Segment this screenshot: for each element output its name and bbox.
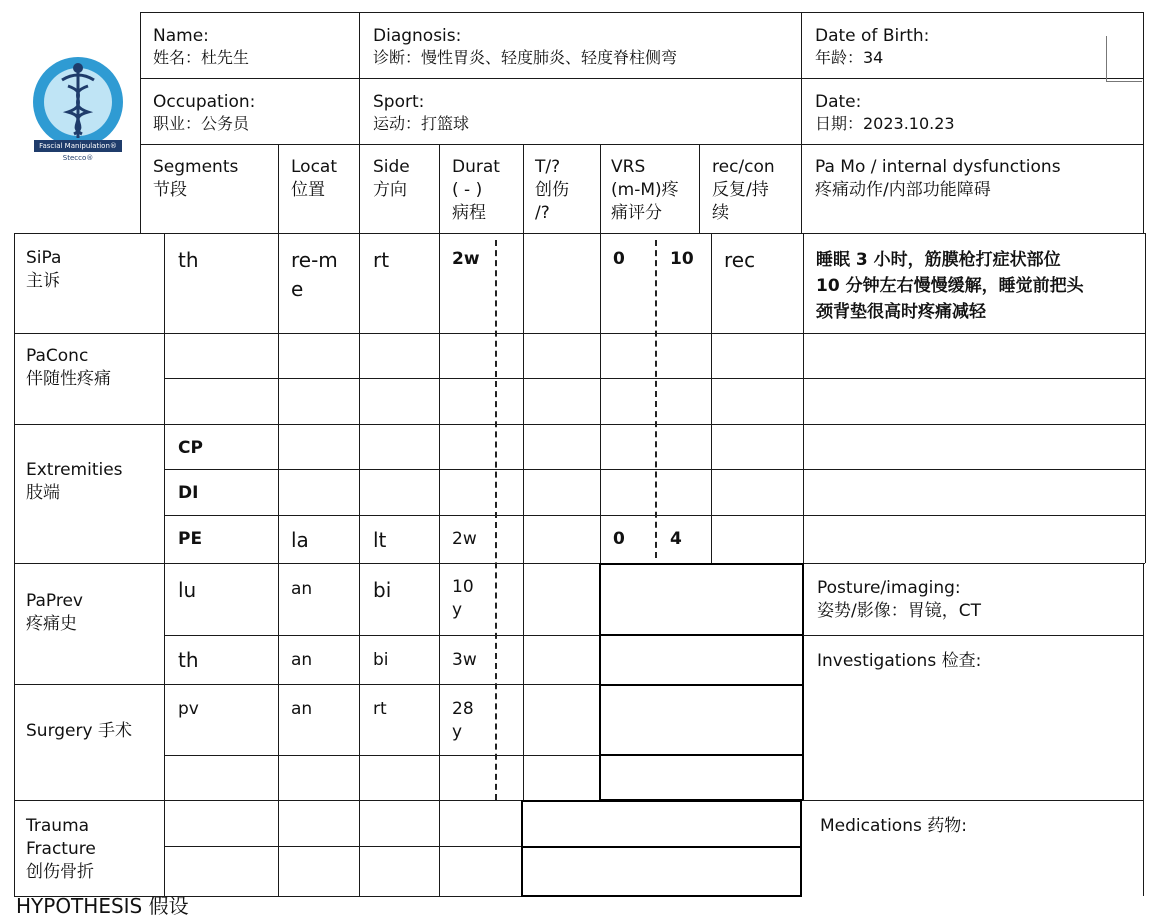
column-header-duration: Durat ( - ) 病程 [452, 157, 500, 223]
paprev2-duration: 3w [452, 650, 477, 670]
sipa-note: 睡眠 3 小时，筋膜枪打症状部位 10 分钟左右慢慢缓解，睡觉前把头 颈背垫很高时疼痛减轻 [816, 250, 1084, 322]
sipa-vrs-max: 10 [670, 249, 694, 269]
pe-duration: 2w [452, 529, 477, 549]
row-label-paconc: PaConc 伴随性疼痛 [26, 346, 111, 389]
column-header-location: Locat 位置 [291, 157, 338, 200]
surgery1-location: an [291, 699, 313, 719]
paprev1-segment: lu [178, 578, 197, 602]
sport-label: Sport: [373, 92, 425, 112]
name-label: Name: [153, 26, 209, 46]
row-label-pe: PE [178, 529, 203, 549]
pe-location: la [291, 528, 309, 552]
dob-label: Date of Birth: [815, 26, 930, 46]
row-label-sipa: SiPa 主诉 [26, 248, 62, 291]
surgery1-side: rt [373, 699, 387, 719]
sipa-segment: th [178, 248, 199, 272]
sipa-location: re-m e [291, 248, 338, 301]
investigations-label: Investigations 检查: [817, 651, 982, 671]
row-label-trauma-fracture: Trauma Fracture 创伤骨折 [26, 816, 96, 882]
row-label-surgery: Surgery 手术 [26, 721, 132, 741]
posture-imaging: Posture/imaging: 姿势/影像：胃镜，CT [817, 578, 981, 621]
date-value: 日期：2023.10.23 [815, 114, 955, 133]
column-header-vrs: VRS (m-M)疼 痛评分 [611, 157, 679, 223]
medications-label: Medications 药物: [820, 816, 967, 836]
name-value: 姓名：杜先生 [153, 48, 250, 67]
fascial-manipulation-logo [32, 56, 124, 164]
column-header-side: Side 方向 [373, 157, 410, 200]
column-header-pamo: Pa Mo / internal dysfunctions 疼痛动作/内部功能障碍 [815, 157, 1061, 200]
diagnosis-value: 诊断：慢性胃炎、轻度肺炎、轻度脊柱侧弯 [373, 48, 678, 67]
logo-sub-text: Stecco® [62, 154, 94, 162]
surgery1-segment: pv [178, 699, 199, 719]
dob-value: 年龄：34 [815, 48, 884, 67]
surgery1-duration: 28 y [452, 699, 474, 742]
row-label-di: DI [178, 483, 199, 503]
sipa-side: rt [373, 248, 390, 272]
sipa-duration: 2w [452, 249, 480, 269]
hypothesis-heading: HYPOTHESIS 假设 [16, 894, 189, 918]
pe-side: lt [373, 528, 387, 552]
paprev2-side: bi [373, 650, 389, 670]
paprev1-side: bi [373, 578, 392, 602]
paprev2-segment: th [178, 648, 199, 672]
row-label-paprev: PaPrev 疼痛史 [26, 591, 83, 634]
column-header-segments: Segments 节段 [153, 157, 239, 200]
paprev1-duration: 10 y [452, 577, 474, 620]
row-label-extremities: Extremities 肢端 [26, 460, 123, 503]
pe-vrs-min: 0 [613, 529, 625, 549]
column-header-rec-con: rec/con 反复/持 续 [712, 157, 775, 223]
row-label-cp: CP [178, 438, 203, 458]
occupation-value: 职业：公务员 [153, 114, 250, 133]
occupation-label: Occupation: [153, 92, 256, 112]
sport-value: 运动：打篮球 [373, 114, 470, 133]
column-header-trauma: T/? 创伤 /? [535, 157, 569, 223]
sipa-rec-con: rec [724, 248, 756, 272]
paprev2-location: an [291, 650, 313, 670]
logo-brand-text: Fascial Manipulation® [39, 142, 117, 150]
sipa-vrs-min: 0 [613, 249, 625, 269]
pe-vrs-max: 4 [670, 529, 682, 549]
date-label: Date: [815, 92, 862, 112]
diagnosis-label: Diagnosis: [373, 26, 462, 46]
paprev1-location: an [291, 579, 313, 599]
